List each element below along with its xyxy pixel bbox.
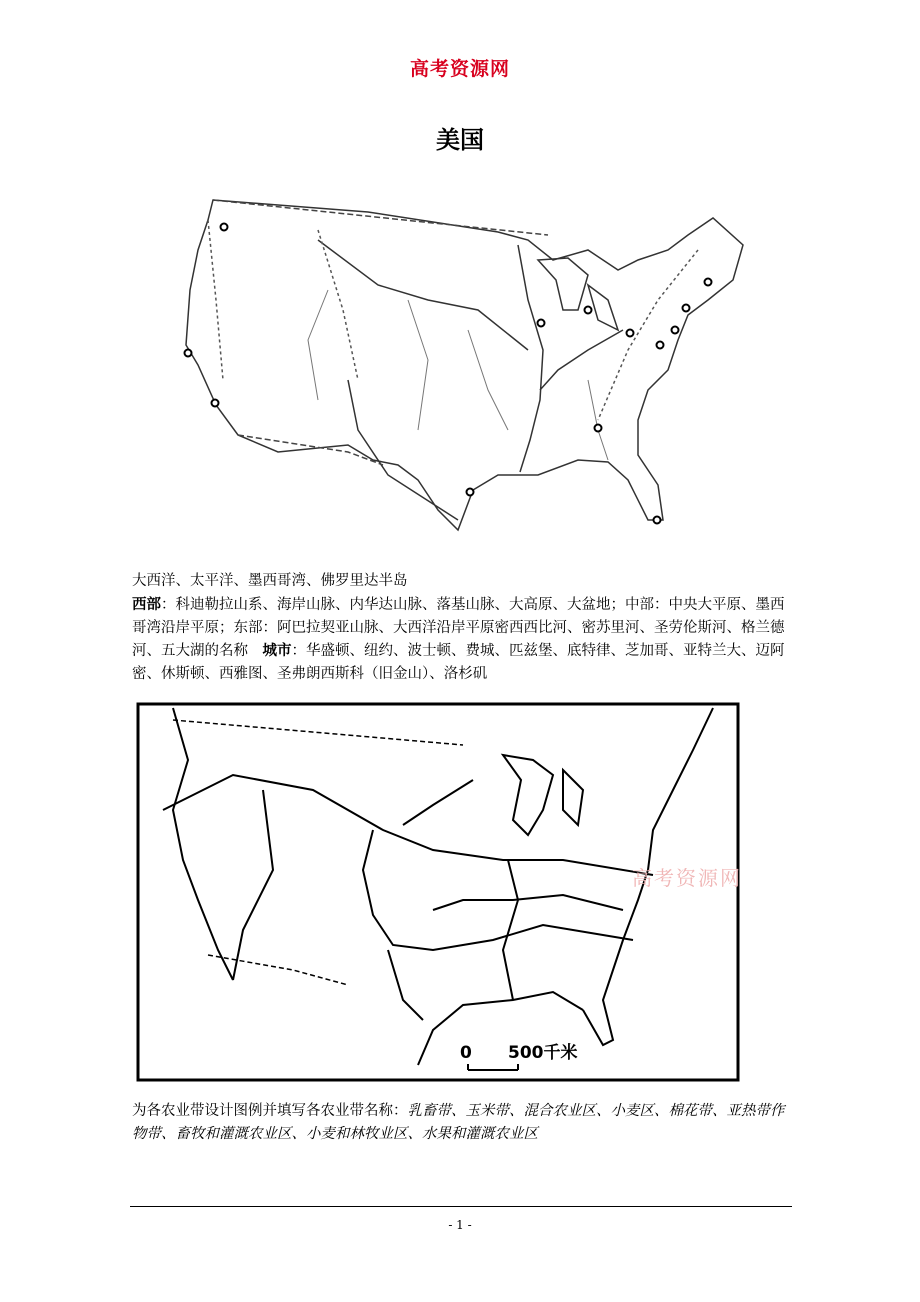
mountain-rockies xyxy=(318,230,358,380)
scale-label: 500千米 xyxy=(508,1043,578,1063)
page-title: 美国 xyxy=(436,126,484,154)
city-marker xyxy=(212,400,219,407)
city-body: ：华盛顿、纽约、波士顿、费城、匹兹堡、底特律、芝加哥、亚特兰大、迈阿密、休斯顿、西雅图、圣弗朗西斯科（旧金山）、洛杉矶 xyxy=(132,643,785,682)
west-label: 西部 xyxy=(132,597,161,613)
ohio-river xyxy=(540,330,623,390)
missouri-river xyxy=(318,240,528,350)
us-outline-map xyxy=(168,190,748,545)
agri-intro: 为各农业带设计图例并填写各农业带名称： xyxy=(132,1103,408,1119)
agriculture-belts-map xyxy=(133,700,743,1085)
great-lakes xyxy=(538,258,618,330)
city-marker xyxy=(221,224,228,231)
mountain-coastal xyxy=(208,220,223,380)
watermark: 高考资源网 xyxy=(632,866,742,890)
site-header: 高考资源网 xyxy=(409,58,510,80)
city-label: 城市 xyxy=(262,643,292,659)
city-marker xyxy=(705,279,712,286)
city-marker xyxy=(672,327,679,334)
city-marker xyxy=(585,307,592,314)
city-marker xyxy=(654,517,661,524)
city-marker xyxy=(683,305,690,312)
city-marker xyxy=(595,425,602,432)
rio-grande xyxy=(348,380,458,520)
west-body: ：科迪勒拉山系、海岸山脉、内华达山脉、落基山脉、大高原、大盆地；中部：中央大平原、墨西哥湾沿岸平原；东部：阿巴拉契亚山脉、大西洋沿岸平原密西西比河、密苏里河、圣劳伦斯河、格兰德河、五大湖的名称 xyxy=(132,597,785,659)
map-frame xyxy=(138,704,738,1080)
terrain-city-paragraph xyxy=(132,594,792,686)
border-north xyxy=(213,200,548,235)
city-marker xyxy=(467,489,474,496)
page-number: - 1 - xyxy=(448,1218,472,1232)
ocean-list: 大西洋、太平洋、墨西哥湾、佛罗里达半岛 xyxy=(132,573,408,589)
city-marker xyxy=(627,330,634,337)
state-lines xyxy=(308,290,608,460)
country-outline xyxy=(186,200,743,530)
scale-zero: 0 xyxy=(460,1043,472,1063)
agri-list: 乳畜带、玉米带、混合农业区、小麦区、棉花带、亚热带作物带、畜牧和灌溉农业区、小麦和林牧业区、水果和灌溉农业区 xyxy=(132,1103,785,1142)
agriculture-instruction xyxy=(132,1100,792,1146)
city-marker xyxy=(657,342,664,349)
city-marker xyxy=(538,320,545,327)
mississippi-river xyxy=(518,245,543,472)
city-marker xyxy=(185,350,192,357)
border-south xyxy=(238,435,383,465)
footer-divider xyxy=(130,1206,792,1207)
